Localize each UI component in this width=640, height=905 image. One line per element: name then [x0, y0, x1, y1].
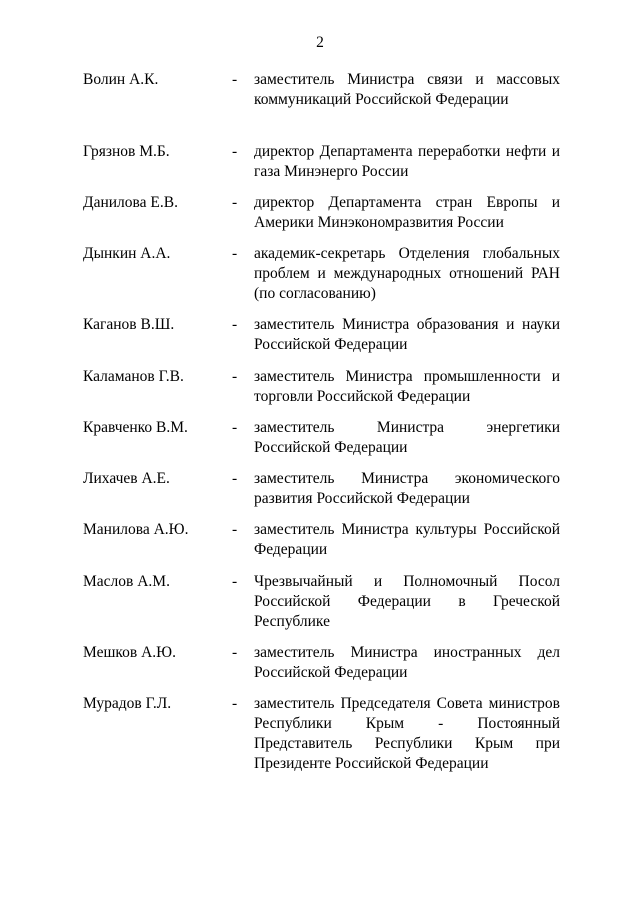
dash-separator: -	[232, 644, 238, 661]
page-number: 2	[316, 34, 324, 51]
member-name: Лихачев А.Е.	[83, 470, 170, 487]
member-name: Волин А.К.	[83, 71, 159, 88]
member-position: заместитель Председателя Совета министров Республики Крым - Постоянный Представитель Республики Крым при Президенте Российской Федерации	[254, 695, 560, 772]
member-name: Дынкин А.А.	[83, 245, 171, 262]
dash-separator: -	[232, 368, 238, 385]
member-position: заместитель Министра культуры Российской Федерации	[254, 521, 560, 558]
member-name: Манилова А.Ю.	[83, 521, 189, 538]
member-name: Каламанов Г.В.	[83, 368, 184, 385]
member-name: Данилова Е.В.	[83, 194, 178, 211]
dash-separator: -	[232, 573, 238, 590]
member-position: заместитель Министра иностранных дел Российской Федерации	[254, 644, 560, 681]
member-position: Чрезвычайный и Полномочный Посол Российской Федерации в Греческой Республике	[254, 573, 560, 630]
member-position: директор Департамента переработки нефти и газа Минэнерго России	[254, 143, 560, 180]
dash-separator: -	[232, 470, 238, 487]
member-name: Каганов В.Ш.	[83, 316, 175, 333]
member-name: Кравченко В.М.	[83, 419, 188, 436]
member-name: Грязнов М.Б.	[83, 143, 170, 160]
member-position: заместитель Министра экономического развития Российской Федерации	[254, 470, 560, 507]
member-position: заместитель Министра промышленности и торговли Российской Федерации	[254, 368, 560, 405]
member-position: заместитель Министра связи и массовых коммуникаций Российской Федерации	[254, 71, 560, 108]
dash-separator: -	[232, 194, 238, 211]
member-position: заместитель Министра энергетики Российской Федерации	[254, 419, 560, 456]
member-position: академик-секретарь Отделения глобальных проблем и международных отношений РАН (по согласованию)	[254, 245, 560, 302]
member-name: Мурадов Г.Л.	[83, 695, 172, 712]
dash-separator: -	[232, 316, 238, 333]
dash-separator: -	[232, 245, 238, 262]
member-position: директор Департамента стран Европы и Америки Минэкономразвития России	[254, 194, 560, 231]
member-name: Маслов А.М.	[83, 573, 170, 590]
member-position: заместитель Министра образования и науки Российской Федерации	[254, 316, 560, 353]
dash-separator: -	[232, 71, 238, 88]
dash-separator: -	[232, 695, 238, 712]
dash-separator: -	[232, 419, 238, 436]
dash-separator: -	[232, 143, 238, 160]
member-name: Мешков А.Ю.	[83, 644, 176, 661]
dash-separator: -	[232, 521, 238, 538]
